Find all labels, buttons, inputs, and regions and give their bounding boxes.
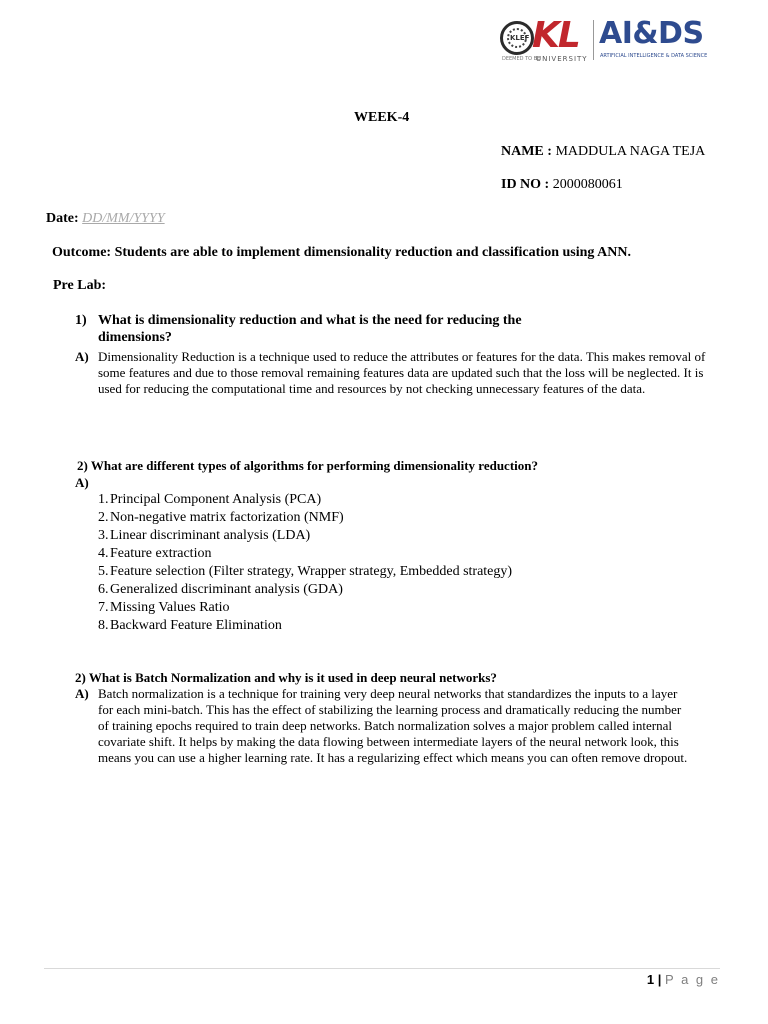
id-label: ID NO : xyxy=(501,177,550,192)
q3-answer-label: A) xyxy=(75,686,89,701)
q1-number: 1) xyxy=(75,313,87,328)
q1-answer-label: A) xyxy=(75,349,89,364)
list-item: 6. Generalized discriminant analysis (GDA) xyxy=(98,582,343,597)
date-line xyxy=(46,210,165,227)
algorithm-list xyxy=(98,491,618,635)
q3-answer: Batch normalization is a technique for training very deep neural networks that standardizes the inputs to a layer for each mini-batch. This has the effect of stabilizing the learning process and dramatically reducing the number of training epochs required to train deep networks. Batch normalization solves a major problem called internal covariate shift. It helps by making the data flowing between intermediate layers of the neural network look, this means you can use a higher learning rate. It has a regularizing effect which means you can often remove dropout. xyxy=(98,686,688,765)
q1-answer: Dimensionality Reduction is a technique used to reduce the attributes or features for the data. This makes removal of some features and due to those removal remaining features data are updated such that the loss will be neglected. It is used for reducing the computational time and resources by not checking unnecessary features of the data. xyxy=(98,349,706,396)
date-label: Date: xyxy=(46,211,79,226)
page-word: P a g e xyxy=(665,972,720,987)
q2-answer-label: A) xyxy=(75,475,89,490)
department-logo-text: AI&DS xyxy=(599,16,704,51)
date-field[interactable]: DD/MM/YYYY xyxy=(82,211,165,226)
outcome-statement: Outcome: Students are able to implement dimensionality reduction and classification using ANN. xyxy=(52,245,631,260)
week-title: WEEK-4 xyxy=(354,110,410,125)
list-item: 5. Feature selection (Filter strategy, Wrapper strategy, Embedded strategy) xyxy=(98,564,513,579)
id-line xyxy=(501,176,623,193)
q3-question: 2) What is Batch Normalization and why is it used in deep neural networks? xyxy=(75,670,497,685)
page-footer xyxy=(647,972,720,987)
deemed-text: DEEMED TO BE xyxy=(502,56,541,62)
university-text: UNIVERSITY xyxy=(536,55,588,63)
page-separator: | xyxy=(657,972,662,987)
q2-question: 2) What are different types of algorithms for performing dimensionality reduction? xyxy=(77,458,538,473)
list-item: 7. Missing Values Ratio xyxy=(98,600,230,615)
list-item: 3. Linear discriminant analysis (LDA) xyxy=(98,528,311,543)
footer-divider xyxy=(44,968,720,969)
list-item: 8. Backward Feature Elimination xyxy=(98,618,282,633)
page-number: 1 xyxy=(646,972,655,987)
list-item: 1. Principal Component Analysis (PCA) xyxy=(98,492,322,507)
list-item: 2. Non-negative matrix factorization (NMF) xyxy=(98,510,344,525)
name-label: NAME : xyxy=(501,144,552,159)
id-value: 2000080061 xyxy=(552,177,623,192)
q1-question: What is dimensionality reduction and what is the need for reducing the dimensions? xyxy=(98,313,522,345)
logo-divider xyxy=(593,20,594,60)
university-logo xyxy=(500,15,722,64)
department-subtitle: ARTIFICIAL INTELLIGENCE & DATA SCIENCE xyxy=(600,53,708,59)
name-line xyxy=(501,143,705,160)
list-item: 4. Feature extraction xyxy=(98,546,212,561)
seal-text: KLEF xyxy=(510,34,530,42)
university-seal-icon xyxy=(500,21,534,55)
prelab-heading: Pre Lab: xyxy=(53,278,107,293)
name-value: MADDULA NAGA TEJA xyxy=(555,144,706,159)
kl-logo-text: KL xyxy=(532,15,579,56)
